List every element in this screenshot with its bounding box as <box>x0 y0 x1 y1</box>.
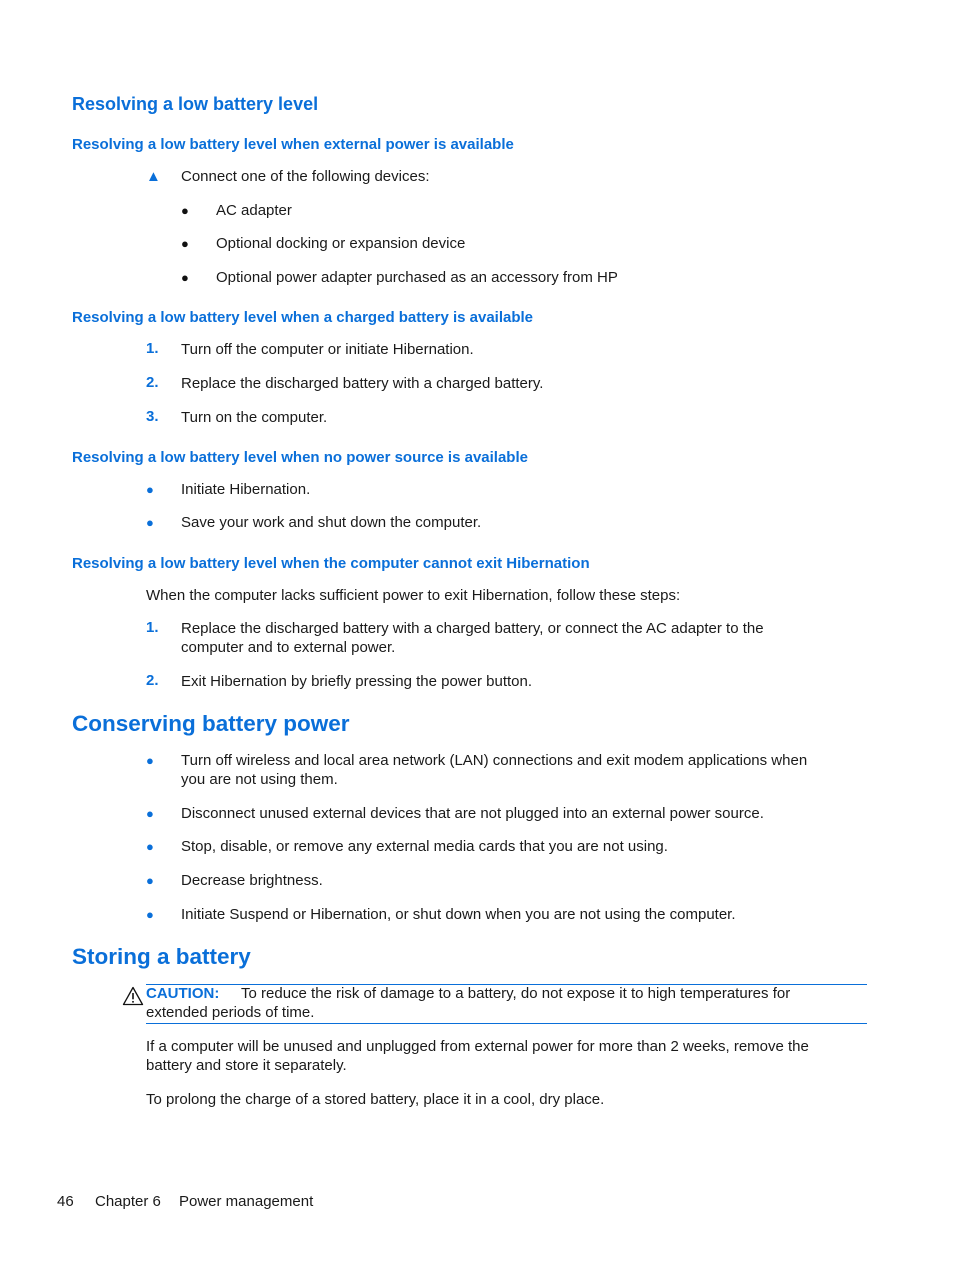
subsection-title-no-power: Resolving a low battery level when no power source is available <box>72 449 528 466</box>
step-text: Replace the discharged battery with a charged battery. <box>181 375 544 392</box>
bullet-icon: ● <box>146 806 154 821</box>
list-item-line: you are not using them. <box>181 771 338 788</box>
caution-text-line: extended periods of time. <box>146 1004 315 1021</box>
section-title-storing: Storing a battery <box>72 944 251 969</box>
list-item: Save your work and shut down the computer. <box>181 514 482 531</box>
triangle-marker-icon: ▲ <box>146 168 161 185</box>
step-number: 1. <box>146 340 159 357</box>
step-text: Turn on the computer. <box>181 409 328 426</box>
step-number: 1. <box>146 619 159 636</box>
bullet-icon: ● <box>181 203 189 218</box>
external-power-intro: Connect one of the following devices: <box>181 168 430 185</box>
step-number: 2. <box>146 374 159 391</box>
footer-chapter-title: Power management <box>179 1193 314 1210</box>
step-number: 3. <box>146 408 159 425</box>
bullet-icon: ● <box>146 907 154 922</box>
list-item: Initiate Suspend or Hibernation, or shut down when you are not using the computer. <box>181 906 736 923</box>
caution-bottom-rule <box>146 1023 867 1024</box>
caution-text-line: To reduce the risk of damage to a battery, do not expose it to high temperatures for <box>241 985 791 1002</box>
paragraph-line: If a computer will be unused and unplugged from external power for more than 2 weeks, remove the <box>146 1038 809 1055</box>
warning-triangle-icon <box>122 986 144 1006</box>
bullet-icon: ● <box>181 270 189 285</box>
list-item: Decrease brightness. <box>181 872 323 889</box>
list-item: Stop, disable, or remove any external media cards that you are not using. <box>181 838 668 855</box>
list-item-line: Turn off wireless and local area network (LAN) connections and exit modem applications when <box>181 752 808 769</box>
caution-label: CAUTION: <box>146 985 220 1002</box>
subsection-title-cannot-exit: Resolving a low battery level when the computer cannot exit Hibernation <box>72 555 590 572</box>
bullet-icon: ● <box>146 839 154 854</box>
footer-page-number: 46 <box>57 1193 74 1210</box>
bullet-icon: ● <box>146 873 154 888</box>
subsection-title-external-power: Resolving a low battery level when external power is available <box>72 136 514 153</box>
list-item: Disconnect unused external devices that are not plugged into an external power source. <box>181 805 764 822</box>
list-item: Initiate Hibernation. <box>181 481 311 498</box>
bullet-icon: ● <box>146 753 154 768</box>
paragraph-line: battery and store it separately. <box>146 1057 347 1074</box>
paragraph: To prolong the charge of a stored battery, place it in a cool, dry place. <box>146 1091 605 1108</box>
bullet-icon: ● <box>181 236 189 251</box>
step-text: Exit Hibernation by briefly pressing the power button. <box>181 673 533 690</box>
device-item: AC adapter <box>216 202 292 219</box>
section-title-conserving: Conserving battery power <box>72 711 350 736</box>
subsection-title-charged-battery: Resolving a low battery level when a charged battery is available <box>72 309 534 326</box>
device-item: Optional docking or expansion device <box>216 235 466 252</box>
device-item: Optional power adapter purchased as an accessory from HP <box>216 269 618 286</box>
step-text-line: Replace the discharged battery with a charged battery, or connect the AC adapter to the <box>181 620 764 637</box>
bullet-icon: ● <box>146 482 154 497</box>
cannot-exit-intro: When the computer lacks sufficient power to exit Hibernation, follow these steps: <box>146 587 681 604</box>
section-title-low-battery: Resolving a low battery level <box>72 94 319 114</box>
footer-chapter: Chapter 6 <box>95 1193 161 1210</box>
step-text-line: computer and to external power. <box>181 639 396 656</box>
step-text: Turn off the computer or initiate Hibernation. <box>181 341 474 358</box>
step-number: 2. <box>146 672 159 689</box>
bullet-icon: ● <box>146 515 154 530</box>
